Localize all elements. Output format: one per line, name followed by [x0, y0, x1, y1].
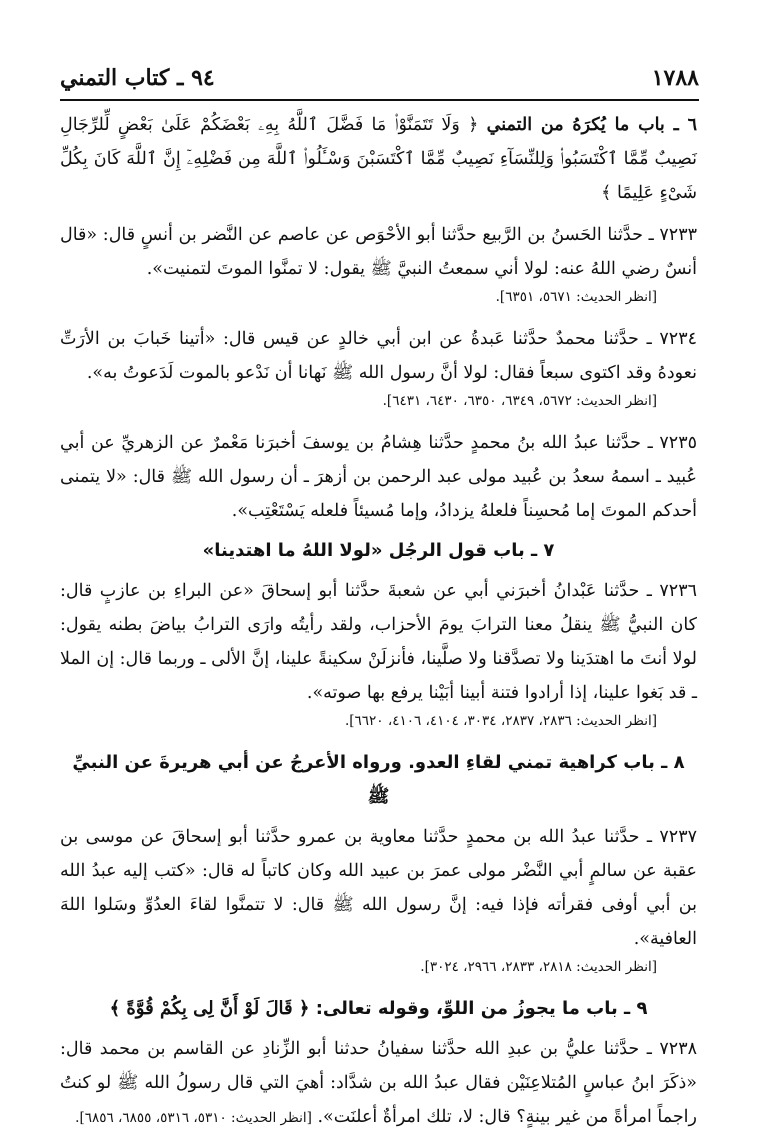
hadith-7238-text: ٧٢٣٨ ـ حدَّثنا عليُّ بن عبدِ الله حدَّثنا سفيانُ حدثنا أبو الزِّنادِ عن القاسم بن محمد قال: «ذكَرَ ابنُ عباسٍ المُتلاعِنَيْن فقال عبدُ الله بن شدَّاد: أهيَ التي قال رسولُ الله ﷺ لو كنتُ راجماً امرأةً من غير بينةٍ؟ قال: لا، تلك امرأةٌ أعلنَت».: [60, 1039, 697, 1127]
chapter-6-title: ٦ ـ باب ما يُكرَهُ من التمني: [486, 115, 697, 135]
hadith-7233: ٧٢٣٣ ـ حدَّثنا الحَسنُ بن الرَّبيع حدَّثنا أبو الأحْوَص عن عاصم عن النَّضر بن أنسٍ قال: «قال أنسٌ رضي اللهُ عنه: لولا أني سمعتُ النبيَّ ﷺ يقول: لا تمنَّوا الموتَ لتمنيت».: [60, 225, 697, 279]
page-number: ١٧٨٨: [651, 65, 699, 91]
chapter-7-title: ٧ ـ باب قول الرجُل «لولا اللهُ ما اهتدينا»: [202, 540, 555, 561]
book-title: ٩٤ ـ كتاب التمني: [60, 65, 215, 91]
chapter-8-title: ٨ ـ باب كراهية تمني لقاءِ العدو. ورواه الأعرجُ عن أبي هريرةَ عن النبيِّ ﷺ: [72, 752, 685, 807]
hadith-7236-refs: [انظر الحديث: ٢٨٣٦، ٢٨٣٧، ٣٠٣٤، ٤١٠٤، ٤١٠٦، ٦٦٢٠].: [344, 713, 657, 729]
hadith-7238: [60, 1032, 697, 1135]
hadith-7237-refs: [انظر الحديث: ٢٨١٨، ٢٨٣٣، ٢٩٦٦، ٣٠٢٤].: [420, 959, 657, 975]
header-divider: [60, 99, 699, 101]
hadith-7237: ٧٢٣٧ ـ حدَّثنا عبدُ الله بن محمدٍ حدَّثنا معاوية بن عمرو حدَّثنا أبو إسحاقَ عن موسى بن عقبة عن سالمٍ أبي النَّضْر مولى عمرَ بن عبيد الله وكان كاتباً له قال: «كتب إليه عبدُ الله بن أبي أوفى فقرأته فإذا فيه: إنَّ رسول الله ﷺ قال: لا تتمنَّوا لقاءَ العدُوِّ وسَلوا اللهَ العافية».: [60, 827, 697, 949]
chapter-9-title: ٩ ـ باب ما يجوزُ من اللوِّ، وقوله تعالى:: [315, 998, 648, 1019]
hadith-7235: ٧٢٣٥ ـ حدَّثنا عبدُ الله بنُ محمدٍ حدَّثنا هِشامُ بن يوسفَ أخبرَنا مَعْمرٌ عن الزهريِّ عن أبي عُبيد ـ اسمهُ سعدُ بن عُبيد مولى عبد الرحمن بن أزهرَ ـ أن رسول الله ﷺ قال: «لا يتمنى أحدكم الموتَ إما مُحسِناً فلعلهُ يزدادُ، وإما مُسيئاً فلعله يَسْتَعْتِب».: [60, 433, 697, 521]
hadith-7234: ٧٢٣٤ ـ حدَّثنا محمدٌ حدَّثنا عَبدةُ عن ابن أبي خالدٍ عن قيس قال: «أتينا خَبابَ بن الأرَتِّ نعودهُ وقد اكتوى سبعاً فقال: لولا أنَّ رسول الله ﷺ نَهانا أن نَدْعو بالموت لَدَعوتُ به».: [60, 329, 697, 383]
hadith-7236: ٧٢٣٦ ـ حدَّثنا عَبْدانُ أخبرَني أبي عن شعبةَ حدَّثنا أبو إسحاقَ «عن البراءِ بن عازبٍ قال: كان النبيُّ ﷺ ينقلُ معنا الترابَ يومَ الأحزاب، ولقد رأيتُه وارَى الترابُ بياضَ بطنه يقول: لولا أنتَ ما اهتدَينا ولا تصدَّقنا ولا صلَّينا، فأنزلَنْ سكينةً علينا، إنَّ الألى ـ وربما قال: إن الملا ـ قد بَغوا علينا، إذا أرادوا فتنة أبينا أبَيْنا يرفع بها صوته».: [60, 581, 697, 703]
page-content: [60, 108, 697, 1135]
hadith-7234-refs: [انظر الحديث: ٥٦٧٢، ٦٣٤٩، ٦٣٥٠، ٦٤٣٠، ٦٤٣١].: [382, 393, 657, 409]
hadith-7238-refs: [انظر الحديث: ٥٣١٠، ٥٣١٦، ٦٨٥٥، ٦٨٥٦].: [75, 1110, 312, 1126]
hadith-7233-refs: [انظر الحديث: ٥٦٧١، ٦٣٥١].: [495, 289, 657, 305]
chapter-6-verse: ﴿ وَلَا تَتَمَنَّوْا۟ مَا فَضَّلَ ٱللَّهُ بِهِۦ بَعْضَكُمْ عَلَىٰ بَعْضٍ لِّلرِّجَالِ نَصِيبٌ مِّمَّا ٱكْتَسَبُوا۟ وَلِلنِّسَآءِ نَصِيبٌ مِّمَّا ٱكْتَسَبْنَ وَسْـَٔلُوا۟ ٱللَّهَ مِن فَضْلِهِۦٓ إِنَّ ٱللَّهَ كَانَ بِكُلِّ شَىْءٍ عَلِيمًا ﴾: [60, 115, 697, 203]
chapter-9: [60, 992, 697, 1026]
chapter-9-verse: ﴿ قَالَ لَوْ أَنَّ لِى بِكُمْ قُوَّةً ﴾: [109, 998, 310, 1019]
page-header: [60, 58, 699, 98]
chapter-6: [60, 108, 697, 210]
